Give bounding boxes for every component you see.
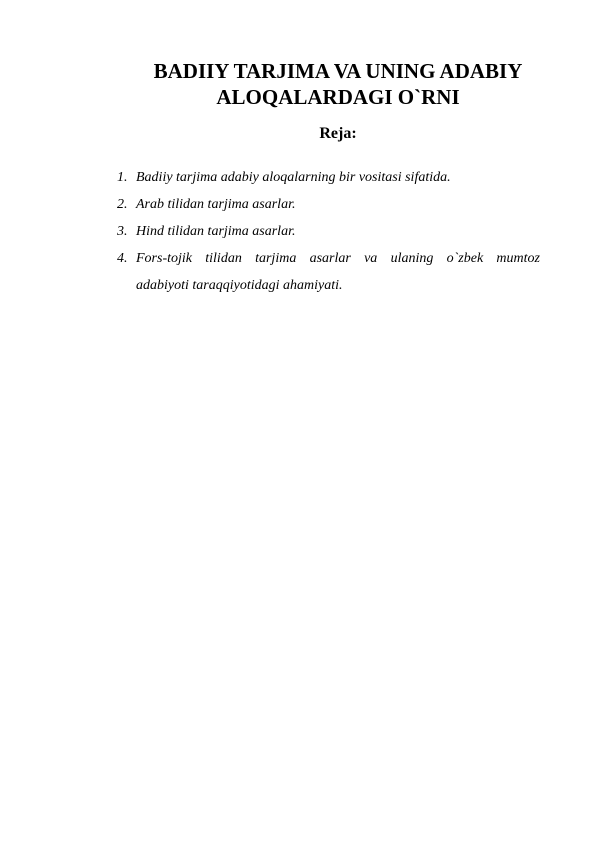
plan-item-text: Arab tilidan tarjima asarlar. <box>136 197 296 212</box>
plan-item-number: 3. <box>117 224 128 239</box>
plan-item-text-line-2: adabiyoti taraqqiyotidagi ahamiyati. <box>136 278 343 293</box>
plan-item-3 <box>117 218 540 245</box>
plan-item-text-line-1: Fors-tojik tilidan tarjima asarlar va ulaning o`zbek mumtoz <box>136 251 540 266</box>
document-title <box>136 58 540 110</box>
plan-item-text: Hind tilidan tarjima asarlar. <box>136 224 296 239</box>
plan-heading: Reja: <box>319 125 357 142</box>
plan-list <box>117 164 540 299</box>
plan-item-number: 4. <box>117 251 128 266</box>
plan-item-4 <box>117 245 540 299</box>
plan-item-2 <box>117 191 540 218</box>
plan-item-text: Badiiy tarjima adabiy aloqalarning bir vositasi sifatida. <box>136 170 451 185</box>
title-line-1: BADIIY TARJIMA VA UNING ADABIY <box>153 59 523 83</box>
plan-item-1 <box>117 164 540 191</box>
title-line-2: ALOQALARDAGI O`RNI <box>216 85 460 109</box>
plan-item-number: 1. <box>117 170 128 185</box>
plan-item-number: 2. <box>117 197 128 212</box>
